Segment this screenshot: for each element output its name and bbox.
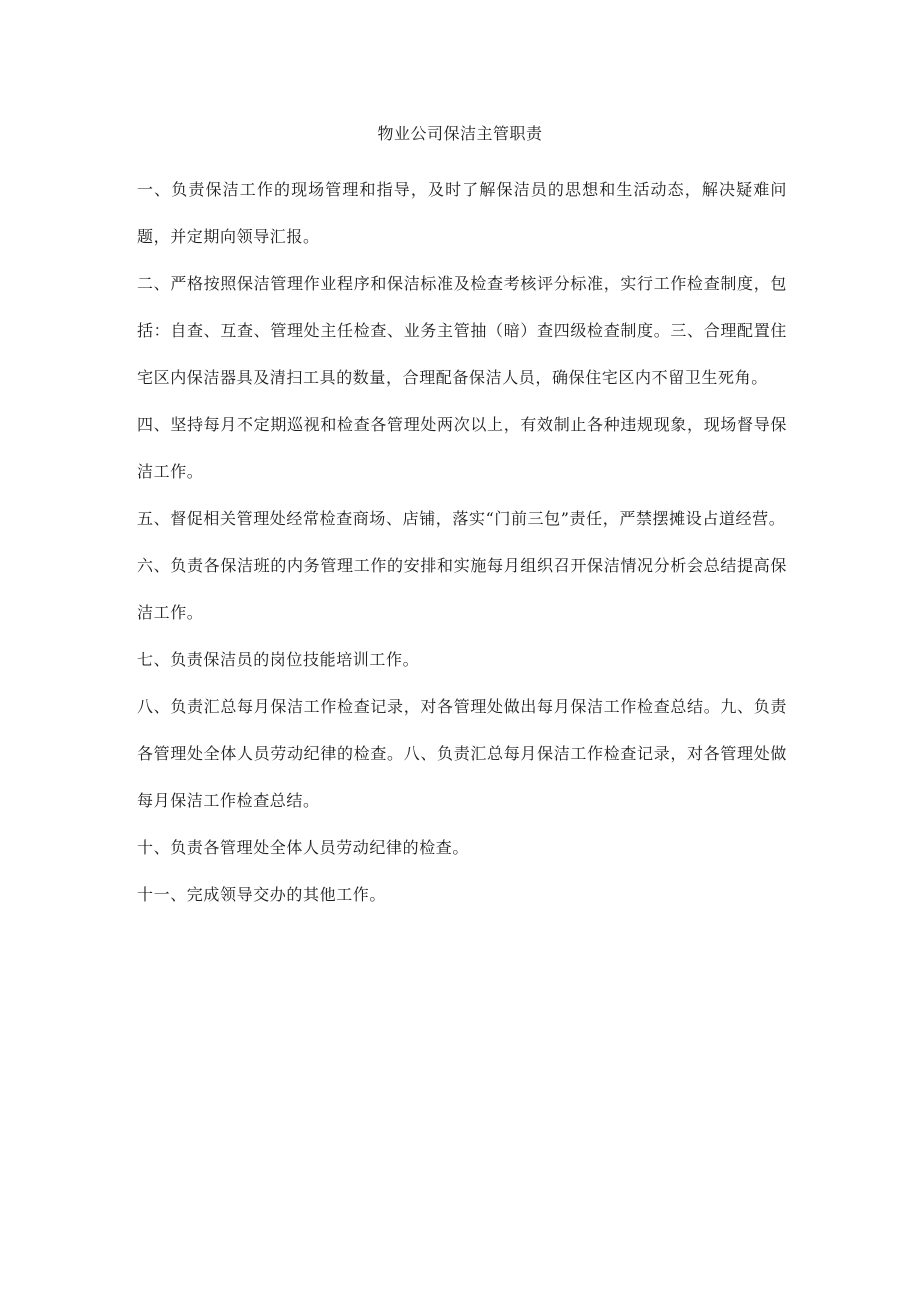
- document-title: 物业公司保洁主管职责: [377, 124, 543, 143]
- paragraph-9: 十一、完成领导交办的其他工作。: [137, 885, 387, 904]
- paragraph-2: 二、严格按照保洁管理作业程序和保洁标准及检查考核评分标准，实行工作检查制度，包括：自查、互查、管理处主任检查、业务主管抽（暗）查四级检查制度。三、合理配置住宅区内保洁器具及清扫工具的数量，合理配备保洁人员，确保住宅区内不留卫生死角。: [137, 274, 787, 387]
- paragraph-4: 五、督促相关管理处经常检查商场、店铺，落实“门前三包”责任，严禁摆摊设占道经营。: [137, 509, 786, 528]
- paragraph-7: 八、负责汇总每月保洁工作检查记录，对各管理处做出每月保洁工作检查总结。九、负责各管理处全体人员劳动纪律的检查。八、负责汇总每月保洁工作检查记录，对各管理处做每月保洁工作检查总结。: [137, 697, 787, 810]
- document-body: [137, 166, 787, 918]
- paragraph-1: 一、负责保洁工作的现场管理和指导，及时了解保洁员的思想和生活动态，解决疑难问题，并定期向领导汇报。: [137, 180, 787, 246]
- paragraph-8: 十、负责各管理处全体人员劳动纪律的检查。: [137, 838, 470, 857]
- paragraph-5: 六、负责各保洁班的内务管理工作的安排和实施每月组织召开保洁情况分析会总结提高保洁工作。: [137, 556, 787, 622]
- paragraph-6: 七、负责保洁员的岗位技能培训工作。: [137, 650, 420, 669]
- paragraph-3: 四、坚持每月不定期巡视和检查各管理处两次以上，有效制止各种违规现象，现场督导保洁工作。: [137, 415, 787, 481]
